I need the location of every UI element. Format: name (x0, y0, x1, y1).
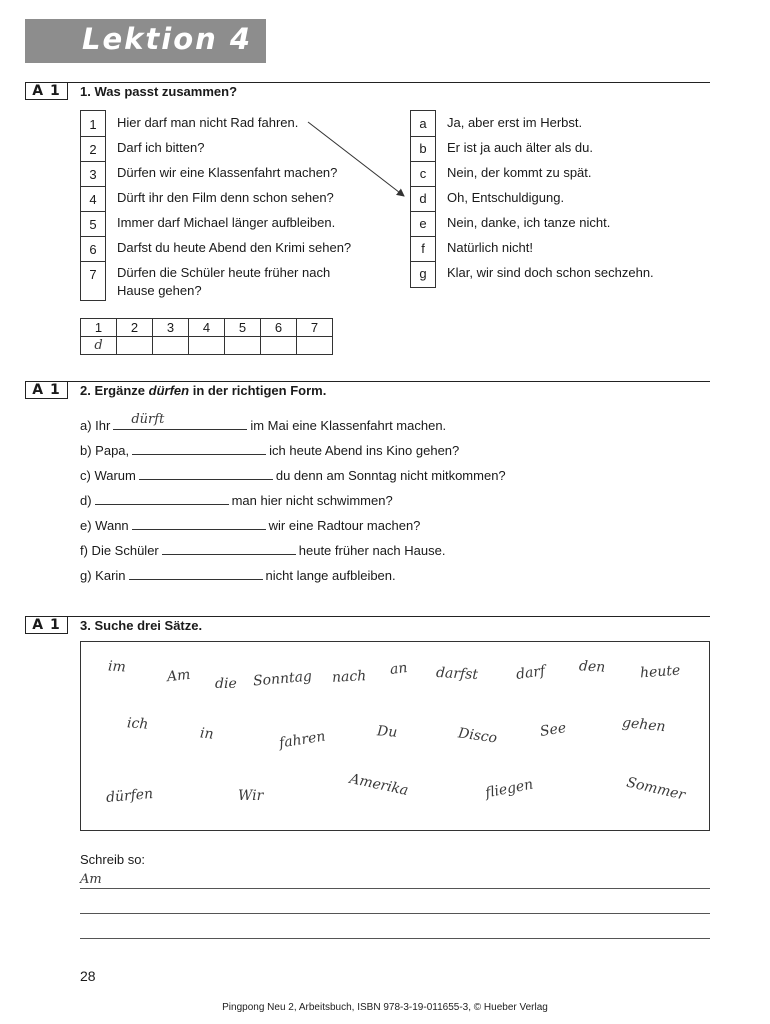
item-suffix: wir eine Radtour machen? (268, 518, 421, 533)
heading-text: 2. Ergänze (80, 383, 149, 398)
item-prefix: f) Die Schüler (80, 543, 159, 558)
grid-header-cell: 4 (189, 319, 225, 337)
word-chip[interactable]: ich (126, 715, 149, 733)
section-rule-3 (68, 616, 710, 617)
writing-example: Am (80, 872, 102, 887)
answer-grid (80, 318, 333, 355)
writing-line-1[interactable] (80, 888, 710, 889)
word-chip[interactable]: an (389, 660, 409, 678)
answer-e: Nein, danke, ich tanze nicht. (447, 215, 611, 230)
answer-blank[interactable] (132, 442, 266, 455)
number-cell: 6 (89, 242, 97, 257)
item-prefix: a) Ihr (80, 418, 111, 433)
exercise-2-item-f (80, 542, 445, 558)
grid-answer-cell[interactable] (153, 337, 189, 355)
grid-header-cell: 1 (81, 319, 117, 337)
exercise-2-item-g (80, 567, 396, 583)
page-number: 28 (80, 968, 96, 984)
exercise-2-item-b (80, 442, 459, 458)
item-prefix: c) Warum (80, 468, 136, 483)
section-tag-a1-3: A 1 (25, 616, 68, 634)
heading-text: in der richtigen Form. (189, 383, 327, 398)
item-suffix: ich heute Abend ins Kino gehen? (269, 443, 460, 458)
exercise-1-letter-column (410, 110, 436, 288)
word-chip[interactable]: den (578, 658, 606, 676)
letter-cell: b (419, 141, 427, 156)
item-suffix: im Mai eine Klassenfahrt machen. (250, 418, 447, 433)
heading-emphasis: dürfen (148, 383, 190, 398)
word-chip[interactable]: darf (515, 663, 547, 683)
grid-answer-cell[interactable] (225, 337, 261, 355)
item-prefix: e) Wann (80, 518, 129, 533)
word-chip[interactable]: See (538, 720, 568, 740)
answer-blank[interactable] (132, 517, 266, 530)
grid-header-cell: 2 (117, 319, 153, 337)
answer-f: Natürlich nicht! (447, 240, 533, 255)
answer-b: Er ist ja auch älter als du. (447, 140, 593, 155)
sentence-2: Darf ich bitten? (117, 140, 205, 155)
answer-blank[interactable] (129, 567, 263, 580)
word-chip[interactable]: die (215, 676, 237, 692)
item-suffix: man hier nicht schwimmen? (231, 493, 393, 508)
word-chip[interactable]: gehen (621, 714, 667, 736)
item-prefix: g) Karin (80, 568, 126, 583)
word-chip[interactable]: Disco (457, 725, 499, 747)
exercise-2-heading (80, 383, 326, 398)
word-chip[interactable]: Amerika (347, 770, 410, 800)
number-cell: 7 (89, 267, 97, 282)
word-chip[interactable]: in (199, 725, 215, 743)
number-cell: 5 (89, 217, 97, 232)
answer-blank[interactable] (162, 542, 296, 555)
exercise-2-item-d (80, 492, 393, 508)
grid-answer-cell[interactable] (117, 337, 153, 355)
answer-grid-header-row (81, 319, 333, 337)
grid-answer-cell[interactable] (189, 337, 225, 355)
sentence-5: Immer darf Michael länger aufbleiben. (117, 215, 336, 230)
answer-blank[interactable] (95, 492, 229, 505)
grid-header-cell: 7 (297, 319, 333, 337)
word-chip[interactable]: Sonntag (252, 668, 313, 690)
number-cell: 3 (89, 167, 97, 182)
section-tag-a1-2: A 1 (25, 381, 68, 399)
answer-c: Nein, der kommt zu spät. (447, 165, 592, 180)
answer-a: Ja, aber erst im Herbst. (447, 115, 583, 130)
word-chip[interactable]: fliegen (483, 776, 535, 802)
letter-cell: g (419, 266, 427, 281)
answer-g: Klar, wir sind doch schon sechzehn. (447, 265, 654, 280)
answer-blank[interactable] (113, 412, 247, 430)
item-suffix: du denn am Sonntag nicht mitkommen? (275, 468, 506, 483)
word-chip[interactable]: dürfen (105, 785, 154, 807)
section-rule-2 (68, 381, 710, 382)
grid-answer-cell[interactable]: d (81, 337, 117, 355)
word-chip[interactable]: fahren (278, 728, 327, 752)
sentence-1: Hier darf man nicht Rad fahren. (117, 115, 299, 130)
writing-line-2[interactable] (80, 913, 710, 914)
writing-instruction: Schreib so: (80, 852, 146, 867)
word-chip[interactable]: Du (376, 723, 398, 741)
footer-citation: Pingpong Neu 2, Arbeitsbuch, ISBN 978-3-19-011655-3, © Hueber Verlag (222, 1002, 548, 1013)
lesson-title: Lektion 4 (82, 22, 253, 56)
number-cell: 2 (89, 142, 97, 157)
word-chip[interactable]: Am (166, 666, 192, 686)
exercise-2-item-c (80, 467, 506, 483)
exercise-2-item-a (80, 412, 447, 433)
matching-arrow (0, 0, 770, 320)
letter-cell: c (419, 166, 427, 181)
sentence-7: Dürfen die Schüler heute früher nach Hause gehen? (117, 265, 331, 298)
word-chip[interactable]: im (107, 658, 127, 676)
grid-header-cell: 5 (225, 319, 261, 337)
grid-answer-cell[interactable] (261, 337, 297, 355)
item-prefix: d) (80, 493, 92, 508)
letter-cell: f (421, 241, 425, 256)
word-chip[interactable]: Sommer (624, 774, 687, 804)
word-chip[interactable]: Wir (238, 788, 264, 804)
word-search-box (80, 641, 710, 831)
exercise-2-item-e (80, 517, 420, 533)
grid-header-cell: 3 (153, 319, 189, 337)
number-cell: 1 (89, 117, 97, 132)
writing-line-3[interactable] (80, 938, 710, 939)
grid-answer-cell[interactable] (297, 337, 333, 355)
section-tag-a1-1: A 1 (25, 82, 68, 100)
sentence-6: Darfst du heute Abend den Krimi sehen? (117, 240, 352, 255)
grid-header-cell: 6 (261, 319, 297, 337)
exercise-3-heading: 3. Suche drei Sätze. (80, 618, 203, 633)
word-chip[interactable]: heute (639, 662, 681, 682)
item-suffix: nicht lange aufbleiben. (265, 568, 396, 583)
letter-cell: a (419, 116, 427, 131)
answer-d: Oh, Entschuldigung. (447, 190, 565, 205)
exercise-1-heading: 1. Was passt zusammen? (80, 84, 238, 99)
item-prefix: b) Papa, (80, 443, 130, 458)
number-cell: 4 (89, 192, 97, 207)
item-suffix: heute früher nach Hause. (298, 543, 446, 558)
sentence-4: Dürft ihr den Film denn schon sehen? (117, 190, 334, 205)
word-chip[interactable]: nach (331, 668, 367, 686)
answer-blank[interactable] (139, 467, 273, 480)
letter-cell: e (419, 216, 427, 231)
sentence-3: Dürfen wir eine Klassenfahrt machen? (117, 165, 338, 180)
letter-cell: d (419, 191, 427, 206)
answer-grid-input-row (81, 337, 333, 355)
word-chip[interactable]: darfst (435, 664, 479, 684)
blank-fill: dürft (131, 412, 165, 427)
